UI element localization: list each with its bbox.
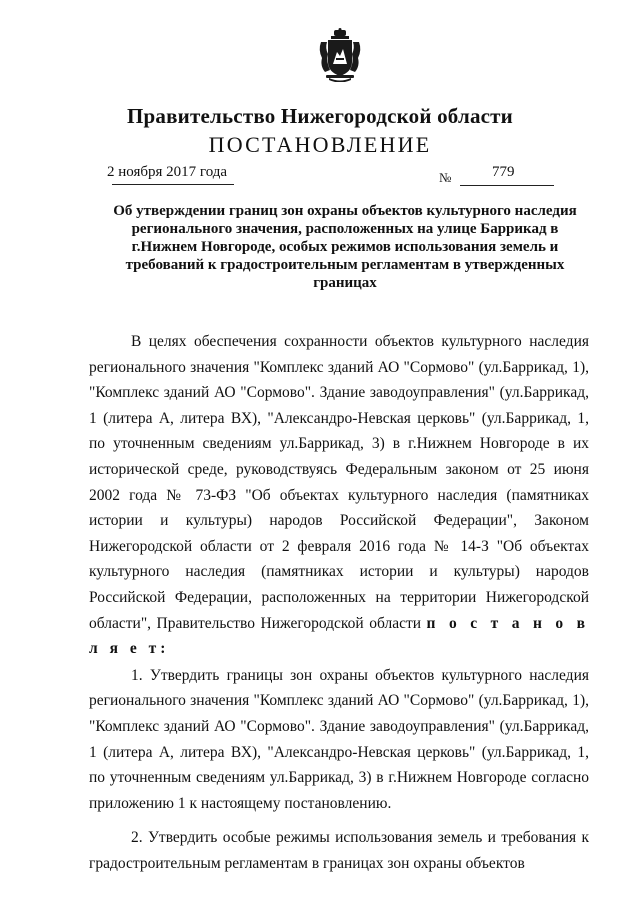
item-1-paragraph: 1. Утвердить границы зон охраны объектов культурного наследия регионального значения "Комплекс зданий АО "Сормово" (ул.Баррикад, 1), "Комплекс зданий АО "Сормово". Здание заводоуправления" (ул.Баррикад, 1 (литера А, литера ВХ), "Александро-Невская церковь" (ул.Баррикад, 1, по уточненным сведениям ул.Баррикад, 3) в г.Нижнем Новгороде согласно приложению 1 к настоящему постановлению. bbox=[89, 666, 589, 812]
preamble-text: В целях обеспечения сохранности объектов культурного наследия регионального значения "Комплекс зданий АО "Сормово" (ул.Баррикад, 1), "Комплекс зданий АО "Сормово". Здание заводоуправления" (ул.Баррикад, 1 (литера А, литера ВХ), "Александро-Невская церковь" (ул.Баррикад, 1, по уточненным сведениям ул.Баррикад, 3) в г.Нижнем Новгороде в их исторической среде, руководствуясь Федеральным законом от 25 июня 2002 года № 73-ФЗ "Об объектах культурного наследия (памятниках истории и культуры) народов Российской Федерации", Законом Нижегородской области от 2 февраля 2016 года № 14-З "Об объектах культурного наследия (памятниках истории и культуры) народов Российской Федерации, расположенных на территории Нижегородской области", Правительство Нижегородской области bbox=[89, 333, 589, 632]
document-date: 2 ноября 2017 года bbox=[107, 164, 228, 180]
document-title: Об утверждении границ зон охраны объектов культурного наследия регионального значения, расположенных на улице Баррикад в г.Нижнем Новгороде, особых режимов использования земель и требований к градостроительным регламентам в утвержденных границах bbox=[113, 203, 577, 291]
document-body bbox=[89, 329, 589, 876]
number-underline bbox=[460, 185, 554, 186]
coat-of-arms-emblem bbox=[317, 28, 363, 82]
preamble-paragraph bbox=[89, 329, 589, 662]
item-2-paragraph: 2. Утвердить особые режимы использования земель и требования к градостроительным регламентам в границах зон охраны объектов bbox=[89, 829, 589, 872]
enacting-word: п о с т а н о в л я е т: bbox=[89, 614, 589, 658]
document-type: ПОСТАНОВЛЕНИЕ bbox=[208, 132, 432, 157]
document-number: 779 bbox=[492, 164, 515, 180]
number-label: № bbox=[439, 170, 452, 185]
organization-name: Правительство Нижегородской области bbox=[127, 104, 513, 128]
date-underline bbox=[112, 184, 234, 185]
